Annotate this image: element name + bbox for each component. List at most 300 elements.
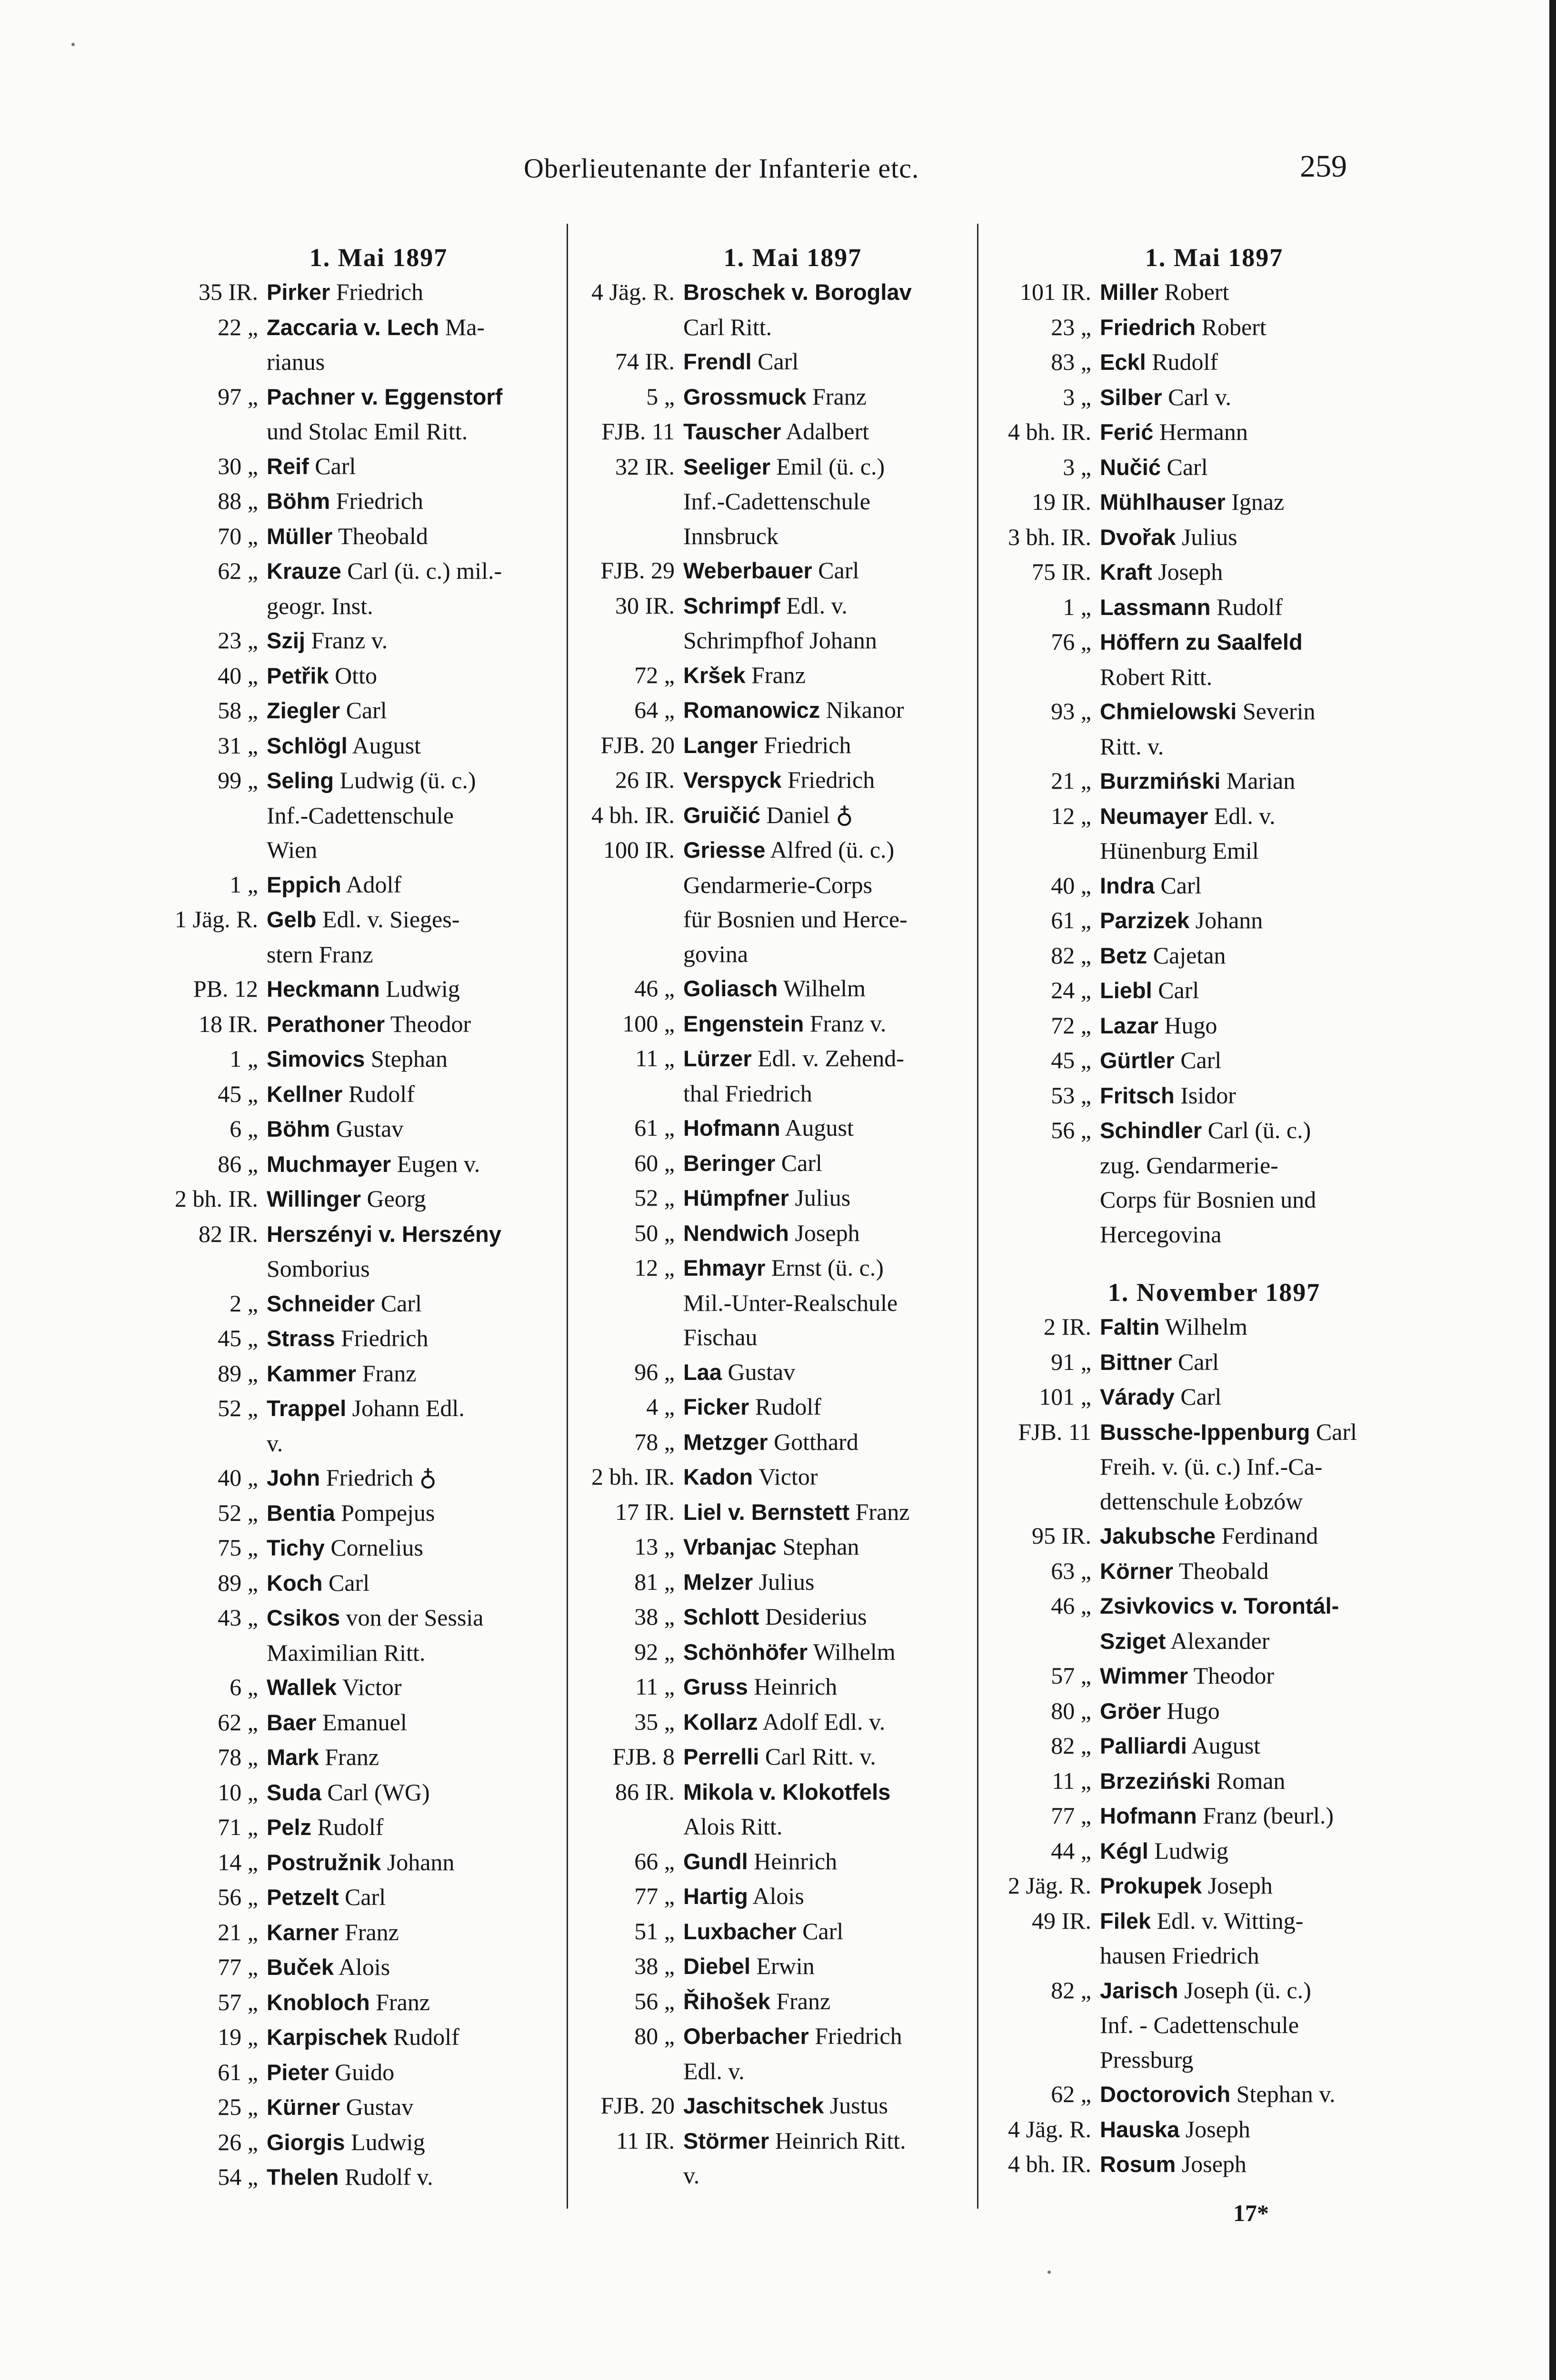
roster-entry (157, 1181, 562, 1217)
officer-name (1100, 1658, 1400, 1694)
name-detail: Carl Ritt. (683, 313, 772, 340)
regiment-number: 75 IR. (1032, 558, 1091, 585)
regiment-number: 97 „ (218, 383, 258, 410)
regiment-number: 66 „ (634, 1847, 675, 1874)
name-detail: Edl. v. Witting- hausen Friedrich (1100, 1907, 1304, 1969)
scan-edge-right (1549, 0, 1556, 2380)
column-rule (567, 224, 568, 2209)
surname: Gürtler (1100, 1048, 1175, 1073)
regiment-number: PB. 12 (193, 975, 258, 1002)
surname: Reif (267, 453, 309, 479)
surname: Ferić (1100, 419, 1154, 445)
regiment-number: 61 „ (218, 2058, 258, 2085)
regiment-number: 30 IR. (615, 592, 675, 619)
roster-entry (157, 1775, 562, 1810)
name-detail: Gotthard (768, 1428, 858, 1455)
officer-name (1100, 1379, 1400, 1415)
surname: Pieter (267, 2059, 329, 2085)
name-detail: Carl (751, 348, 799, 375)
regiment-number: 78 „ (218, 1744, 258, 1770)
roster-entry (574, 1879, 974, 1914)
name-detail: Heinrich (748, 1847, 838, 1874)
roster-entry (990, 380, 1400, 415)
regiment-number: 64 „ (634, 696, 675, 723)
name-detail: Ferdinand (1215, 1522, 1318, 1549)
surname: Buček (267, 1954, 334, 1980)
name-detail: Victor (753, 1463, 818, 1490)
roster-entry (990, 2147, 1400, 2182)
surname: Gruičić (683, 802, 760, 828)
roster-entry (574, 798, 974, 833)
name-detail: Somborius (267, 1255, 370, 1282)
surname: Řihošek (683, 1988, 770, 2014)
name-detail: Carl (375, 1289, 422, 1317)
roster-entry (157, 379, 562, 449)
surname: Vrbanjac (683, 1534, 777, 1559)
surname: Romanowicz (683, 697, 820, 723)
name-detail: Carl (1154, 872, 1202, 899)
surname: Liel v. Bernstett (683, 1499, 850, 1525)
surname: John (267, 1465, 320, 1490)
name-detail: Stephan (365, 1045, 448, 1072)
regiment-number: 3 bh. IR. (1008, 523, 1091, 550)
roster-entry (574, 1250, 974, 1355)
regiment-number: 62 „ (218, 557, 258, 584)
roster-entry (157, 1041, 562, 1077)
regiment-number: 70 „ (218, 522, 258, 549)
regiment-number: 57 „ (218, 1988, 258, 2015)
surname: Krauze (267, 558, 341, 584)
officer-name (267, 1775, 562, 1810)
roster-entry (990, 520, 1400, 555)
roster-entry (157, 1111, 562, 1147)
surname: Thelen (267, 2164, 339, 2190)
name-detail: Carl (309, 452, 356, 479)
regiment-number: 11 „ (635, 1673, 675, 1700)
roster-entry (990, 415, 1400, 450)
roster-entry (990, 903, 1400, 938)
roster-entry (574, 1984, 974, 2019)
surname: Gruss (683, 1674, 748, 1699)
officer-name (683, 1775, 974, 1844)
surname: Karpischek (267, 2024, 388, 2050)
regiment-number: 82 IR. (199, 1220, 258, 1247)
surname: Gröer (1100, 1698, 1161, 1724)
regiment-number: 40 „ (1051, 872, 1091, 899)
surname: Schlögl (267, 733, 348, 758)
regiment-number: 101 IR. (1020, 278, 1091, 305)
name-detail: Cajetan (1147, 942, 1226, 969)
regiment-number: 101 „ (1039, 1383, 1091, 1410)
officer-name (267, 902, 562, 972)
officer-name (267, 1077, 562, 1112)
officer-name (267, 1705, 562, 1740)
regiment-number: 61 „ (634, 1114, 675, 1141)
name-detail: Carl Freih. v. (ü. c.) Inf.-Ca- dettenschule Łobzów (1100, 1418, 1357, 1515)
regiment-number: 71 „ (218, 1814, 258, 1840)
officer-name (683, 1914, 974, 1949)
regiment-number: 4 bh. IR. (591, 801, 675, 828)
regiment-number: 2 „ (229, 1289, 258, 1317)
officer-name (267, 1391, 562, 1460)
name-detail: Ludwig (379, 975, 460, 1002)
surname: Tichy (267, 1535, 325, 1560)
regiment-number: 23 „ (1051, 313, 1091, 340)
officer-name (267, 2160, 562, 2195)
regiment-number: 11 „ (635, 1045, 675, 1071)
officer-name (683, 1635, 974, 1670)
roster-entry (574, 1914, 974, 1949)
regiment-number: 93 „ (1051, 698, 1091, 724)
name-detail: Severin Ritt. v. (1100, 698, 1316, 760)
surname: Bentia (267, 1500, 335, 1526)
surname: Neumayer (1100, 803, 1208, 829)
surname: Petřik (267, 663, 329, 688)
name-detail: Julius (753, 1568, 815, 1595)
name-detail: Guido (329, 2058, 395, 2085)
officer-name (1100, 310, 1400, 345)
officer-name (267, 1845, 562, 1880)
roster-entry (157, 972, 562, 1007)
regiment-number: 96 „ (634, 1358, 675, 1385)
name-detail: Marian (1220, 767, 1296, 794)
roster-entry (157, 1670, 562, 1705)
name-detail: Johann Edl. v. (267, 1395, 465, 1457)
roster-entry (990, 310, 1400, 345)
roster-entry (574, 1006, 974, 1041)
name-detail: Emil (ü. c.) Inf.-Cadettenschule Innsbruck (683, 453, 885, 549)
surname: Betz (1100, 942, 1147, 968)
roster-entry (990, 1379, 1400, 1415)
officer-name (1100, 520, 1400, 555)
regiment-number: 23 „ (218, 627, 258, 654)
name-detail: Franz v. (804, 1010, 887, 1037)
surname: Perathoner (267, 1011, 385, 1037)
regiment-number: 12 „ (1051, 802, 1091, 829)
surname: Trappel (267, 1396, 347, 1421)
officer-name (1100, 1868, 1400, 1904)
name-detail: Carl (796, 1917, 844, 1944)
regiment-number: 49 IR. (1032, 1907, 1091, 1934)
roster-entry (157, 519, 562, 554)
roster-entry (990, 590, 1400, 625)
roster-entry (574, 2019, 974, 2088)
officer-name (267, 554, 562, 623)
regiment-number: 61 „ (1051, 907, 1091, 933)
roster-entry (990, 764, 1400, 799)
officer-name (1100, 1904, 1400, 1973)
column-rule (977, 224, 978, 2209)
name-detail: Ma- rianus (267, 313, 485, 375)
roster-entry (157, 1217, 562, 1286)
roster-entry (574, 971, 974, 1006)
roster-entry (157, 2090, 562, 2125)
surname: Mark (267, 1745, 319, 1770)
name-detail: Joseph (ü. c.) Inf. - Cadettenschule Pressburg (1100, 1976, 1311, 2073)
regiment-number: 58 „ (218, 697, 258, 724)
officer-name (683, 971, 974, 1006)
surname: Melzer (683, 1569, 753, 1595)
section-title: 1. November 1897 (1107, 1278, 1321, 1307)
roster-entry (990, 1078, 1400, 1113)
surname: Müller (267, 523, 333, 549)
roster-entry (990, 1764, 1400, 1799)
roster-entry (990, 1518, 1400, 1554)
roster-entry (157, 484, 562, 519)
regiment-number: 10 „ (218, 1778, 258, 1805)
regiment-number: 43 „ (218, 1604, 258, 1631)
surname: Bussche-Ippenburg (1100, 1419, 1310, 1445)
regiment-number: 53 „ (1051, 1081, 1091, 1109)
regiment-number: FJB. 20 (600, 2092, 675, 2119)
surname: Friedrich (1100, 314, 1196, 340)
surname: Hofmann (1100, 1803, 1197, 1828)
roster-entry (157, 310, 562, 379)
surname: Liebl (1100, 978, 1152, 1003)
officer-name (1100, 1798, 1400, 1834)
roster-entry (157, 449, 562, 484)
surname: Kégl (1100, 1838, 1148, 1864)
roster-entry (157, 1460, 562, 1496)
surname: Baer (267, 1709, 317, 1735)
officer-name (267, 1007, 562, 1042)
regiment-number: 44 „ (1051, 1837, 1091, 1864)
roster-entry (157, 2020, 562, 2055)
officer-name (1100, 903, 1400, 938)
officer-name (267, 1985, 562, 2020)
officer-name (1100, 415, 1400, 450)
regiment-number: 72 „ (634, 661, 675, 688)
name-detail: Erwin (750, 1953, 815, 1979)
surname: Suda (267, 1779, 321, 1805)
roster-entry (990, 1008, 1400, 1043)
name-detail: Ignaz (1225, 488, 1285, 515)
roster-entry (157, 728, 562, 764)
regiment-number: 22 „ (218, 313, 258, 340)
regiment-number: 88 „ (218, 487, 258, 514)
officer-name (267, 623, 562, 658)
officer-name (1100, 1973, 1400, 2077)
regiment-number: 91 „ (1051, 1348, 1091, 1375)
officer-name (1100, 275, 1400, 310)
regiment-number: 12 „ (634, 1254, 675, 1281)
name-detail: Friedrich (781, 766, 875, 793)
name-detail: Carl (322, 1569, 370, 1596)
surname: Szij (267, 628, 305, 653)
officer-name (683, 1146, 974, 1181)
officer-name (267, 972, 562, 1007)
surname: Schneider (267, 1290, 375, 1316)
roster-entry (157, 1286, 562, 1321)
roster-entry (157, 1845, 562, 1880)
roster-entry (574, 2088, 974, 2123)
officer-name (683, 2019, 974, 2088)
regiment-number: 4 bh. IR. (1008, 2151, 1091, 2177)
regiment-number: 45 „ (218, 1080, 258, 1107)
roster-entry (990, 1345, 1400, 1380)
regiment-number: 52 „ (634, 1184, 675, 1211)
name-detail: und Stolac Emil Ritt. (267, 418, 468, 445)
regiment-number: 51 „ (634, 1917, 675, 1944)
surname: Seling (267, 768, 334, 793)
regiment-number: 77 „ (1051, 1802, 1091, 1829)
name-detail: Heinrich (748, 1673, 838, 1700)
name-detail: Ernst (ü. c.) Mil.-Unter-Realschule Fischau (683, 1254, 898, 1350)
section-title: 1. Mai 1897 (723, 243, 862, 272)
surname: Dvořak (1100, 524, 1176, 550)
roster-entry (574, 763, 974, 798)
name-detail: Friedrich (758, 731, 851, 758)
roster-entry (990, 1113, 1400, 1251)
officer-name (267, 519, 562, 554)
roster-entry (990, 973, 1400, 1008)
name-detail: Emanuel (316, 1708, 407, 1735)
regiment-number: 99 „ (218, 767, 258, 793)
officer-name (1100, 1834, 1400, 1869)
roster-entry (574, 833, 974, 971)
roster-entry (990, 1043, 1400, 1078)
roster-entry (157, 1530, 562, 1566)
name-detail: Hugo (1158, 1012, 1217, 1039)
regiment-number: 95 IR. (1032, 1522, 1091, 1549)
regiment-number: 17 IR. (615, 1498, 675, 1525)
regiment-number: 18 IR. (199, 1010, 258, 1037)
roster-entry (990, 1694, 1400, 1729)
roster-entry (157, 1496, 562, 1531)
officer-name (1100, 450, 1400, 485)
roster-entry (990, 1798, 1400, 1834)
name-detail: Stephan v. (1230, 2081, 1336, 2107)
surname: Oberbacher (683, 2023, 809, 2049)
name-detail: Alfred (ü. c.) Gendarmerie-Corps für Bosnien und Herce- govina (683, 836, 908, 967)
roster-entry (157, 275, 562, 310)
name-detail: Johann (1189, 907, 1263, 933)
surname: Faltin (1100, 1314, 1160, 1339)
officer-name (267, 1356, 562, 1391)
roster-entry (157, 1566, 562, 1601)
roster-entry (157, 1740, 562, 1775)
officer-name (267, 1217, 562, 1286)
name-detail: Wilhelm (1159, 1313, 1247, 1340)
surname: Heckmann (267, 976, 380, 1002)
officer-name (267, 658, 562, 694)
roster-entry (990, 1554, 1400, 1589)
regiment-number: 46 „ (634, 975, 675, 1002)
name-detail: August (1187, 1732, 1261, 1759)
name-detail: Rudolf (1146, 348, 1218, 375)
officer-name (267, 1566, 562, 1601)
name-detail: Theobald (1173, 1557, 1269, 1584)
name-detail: Franz (849, 1498, 910, 1525)
name-detail: Franz (369, 1988, 430, 2015)
name-detail: Pompejus (335, 1499, 435, 1526)
surname: Ehmayr (683, 1255, 766, 1280)
roster-entry (157, 2125, 562, 2160)
officer-name (683, 1739, 974, 1775)
regiment-number: 63 „ (1051, 1557, 1091, 1584)
regiment-number: 11 IR. (616, 2127, 675, 2154)
surname: Pirker (267, 279, 330, 305)
officer-name (267, 1670, 562, 1705)
officer-name (267, 1286, 562, 1321)
officer-name (683, 344, 974, 379)
surname: Silber (1100, 384, 1162, 410)
officer-name (683, 449, 974, 554)
regiment-number: 2 bh. IR. (591, 1463, 675, 1490)
regiment-number: 75 „ (218, 1534, 258, 1561)
regiment-number: 82 „ (1051, 1732, 1091, 1759)
regiment-number: 2 bh. IR. (175, 1185, 258, 1212)
roster-entry (990, 1309, 1400, 1345)
surname: Pelz (267, 1815, 312, 1840)
roster-entry (157, 623, 562, 658)
column-3 (990, 240, 1400, 2182)
regiment-number: 6 „ (229, 1115, 258, 1142)
surname: Parzizek (1100, 908, 1190, 933)
surname: Metzger (683, 1429, 768, 1455)
surname: Nendwich (683, 1220, 789, 1246)
officer-name (267, 275, 562, 310)
officer-name (267, 2090, 562, 2125)
surname: Palliardi (1100, 1733, 1187, 1758)
surname: Griesse (683, 837, 766, 863)
surname: Böhm (267, 1116, 330, 1141)
regiment-number: 5 „ (646, 383, 675, 410)
officer-name (1100, 2077, 1400, 2112)
surname: Postružnik (267, 1849, 381, 1875)
surname: Laa (683, 1359, 722, 1385)
regiment-number: 46 „ (1051, 1592, 1091, 1619)
name-detail: Carl (WG) (321, 1778, 430, 1805)
surname: Böhm (267, 488, 330, 514)
roster-entry (157, 1077, 562, 1112)
roster-entry (157, 693, 562, 728)
regiment-number: 32 IR. (615, 453, 675, 480)
regiment-number: 83 „ (1051, 348, 1091, 375)
officer-name (683, 763, 974, 798)
surname: Filek (1100, 1908, 1151, 1934)
surname: Perrelli (683, 1744, 759, 1769)
page-number: 259 (1300, 149, 1347, 184)
surname: Engenstein (683, 1011, 804, 1036)
regiment-number: 31 „ (218, 732, 258, 759)
regiment-number: 4 „ (646, 1393, 675, 1420)
roster-entry (574, 1705, 974, 1740)
regiment-number: 40 „ (218, 1464, 258, 1491)
roster-entry (157, 1321, 562, 1356)
name-detail: Edl. v. Hünenburg Emil (1100, 802, 1276, 864)
roster-entry (157, 1391, 562, 1460)
officer-name (683, 1599, 974, 1635)
officer-name (1100, 1694, 1400, 1729)
name-detail: Cornelius (324, 1534, 423, 1561)
surname: Gelb (267, 907, 317, 932)
roster-entry (990, 1415, 1400, 1519)
roster-entry (157, 1880, 562, 1915)
roster-entry (574, 1180, 974, 1216)
officer-name (683, 1111, 974, 1146)
officer-name (1100, 973, 1400, 1008)
officer-name (683, 1705, 974, 1740)
name-detail: Gustav (722, 1358, 796, 1385)
roster-entry (990, 485, 1400, 520)
name-detail: Franz v. (305, 627, 388, 654)
surname: Seeliger (683, 454, 770, 479)
officer-name (267, 1147, 562, 1182)
surname: Höffern zu Saalfeld (1100, 629, 1303, 654)
surname: Goliasch (683, 976, 778, 1001)
officer-name (1100, 1415, 1400, 1519)
